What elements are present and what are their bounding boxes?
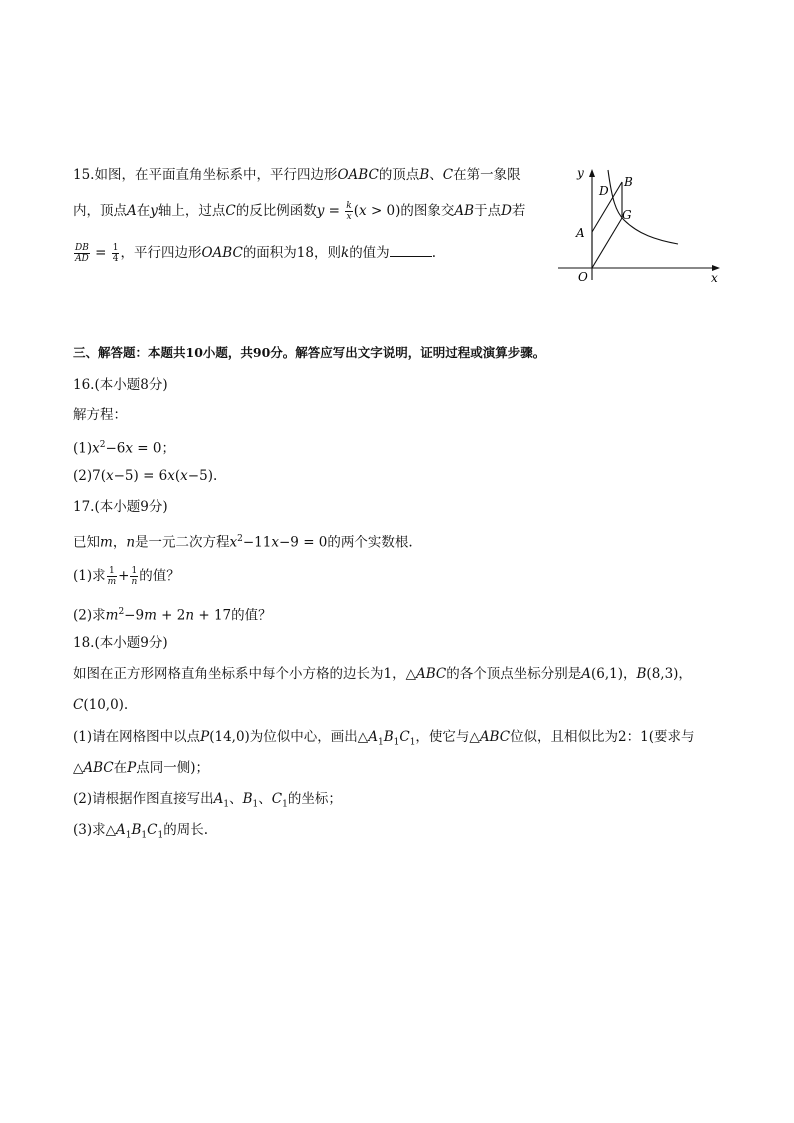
label-G: G — [622, 208, 632, 222]
hyperbola-curve — [608, 170, 678, 244]
label-O: O — [578, 270, 588, 284]
label-A: A — [576, 226, 585, 240]
q18-intro-2: C(10,0). — [73, 697, 129, 713]
label-x: x — [711, 271, 718, 285]
answer-blank — [390, 244, 432, 257]
label-B: B — [624, 175, 633, 189]
q15-figure — [556, 160, 724, 286]
section-3-heading: 三、解答题：本题共10小题，共90分。解答应写出文字说明，证明过程或演算步骤。 — [73, 345, 546, 360]
q16-header: 16.(本小题8分) — [73, 377, 168, 393]
y-axis-arrow — [589, 169, 595, 177]
q18-part-1a: (1)请在网格图中以点P(14,0)为位似中心，画出$\triangle A_1B_1C_1$，使它与△ABC位似，且相似比为2：1(要求与 — [73, 729, 695, 748]
q17-intro: 已知m，n是一元二次方程$x^2-11x-9 = 0$的两个实数根. — [73, 534, 413, 551]
label-y: y — [577, 166, 584, 180]
q18-part-2: (2)请根据作图直接写出$A_1$、$B_1$、$C_1$的坐标； — [73, 791, 342, 810]
q16-part-2: (2)7(x−5) = 6x(x−5). — [73, 468, 218, 484]
q15-line-1: 15.如图，在平面直角坐标系中，平行四边形OABC的顶点B、C在第一象限 — [73, 167, 521, 183]
q18-part-1b: △ABC在P点同一侧)； — [73, 760, 210, 776]
q17-part-2: (2)求$m^2-9m + 2n + 17$的值？ — [73, 607, 272, 624]
q15-line-2: 内，顶点A在y轴上，过点C的反比例函数y = $\frac{k}{x}$ (x > 0)的图象交AB于点D若 — [73, 201, 526, 222]
q18-part-3: (3)求$\triangle A_1B_1C_1$的周长. — [73, 822, 209, 841]
q15-line-3: $\frac{DB}{AD}$ = $\frac{1}{4}$ ，平行四边形OABC的面积为18，则k的值为 . — [75, 243, 436, 264]
q18-header: 18.(本小题9分) — [73, 635, 168, 651]
label-D: D — [599, 184, 609, 198]
q18-intro-1: 如图在正方形网格直角坐标系中每个小方格的边长为1，△ABC的各个顶点坐标分别是A(6,1)，B(8,3)， — [73, 666, 692, 682]
q17-header: 17.(本小题9分) — [73, 499, 168, 515]
q16-part-1: $(1)x^2-6x = 0$； — [73, 440, 175, 457]
q17-part-1: (1)求 $\frac{1}{m}$ + $\frac{1}{n}$ 的值？ — [73, 566, 180, 587]
q16-intro: 解方程： — [73, 407, 127, 423]
